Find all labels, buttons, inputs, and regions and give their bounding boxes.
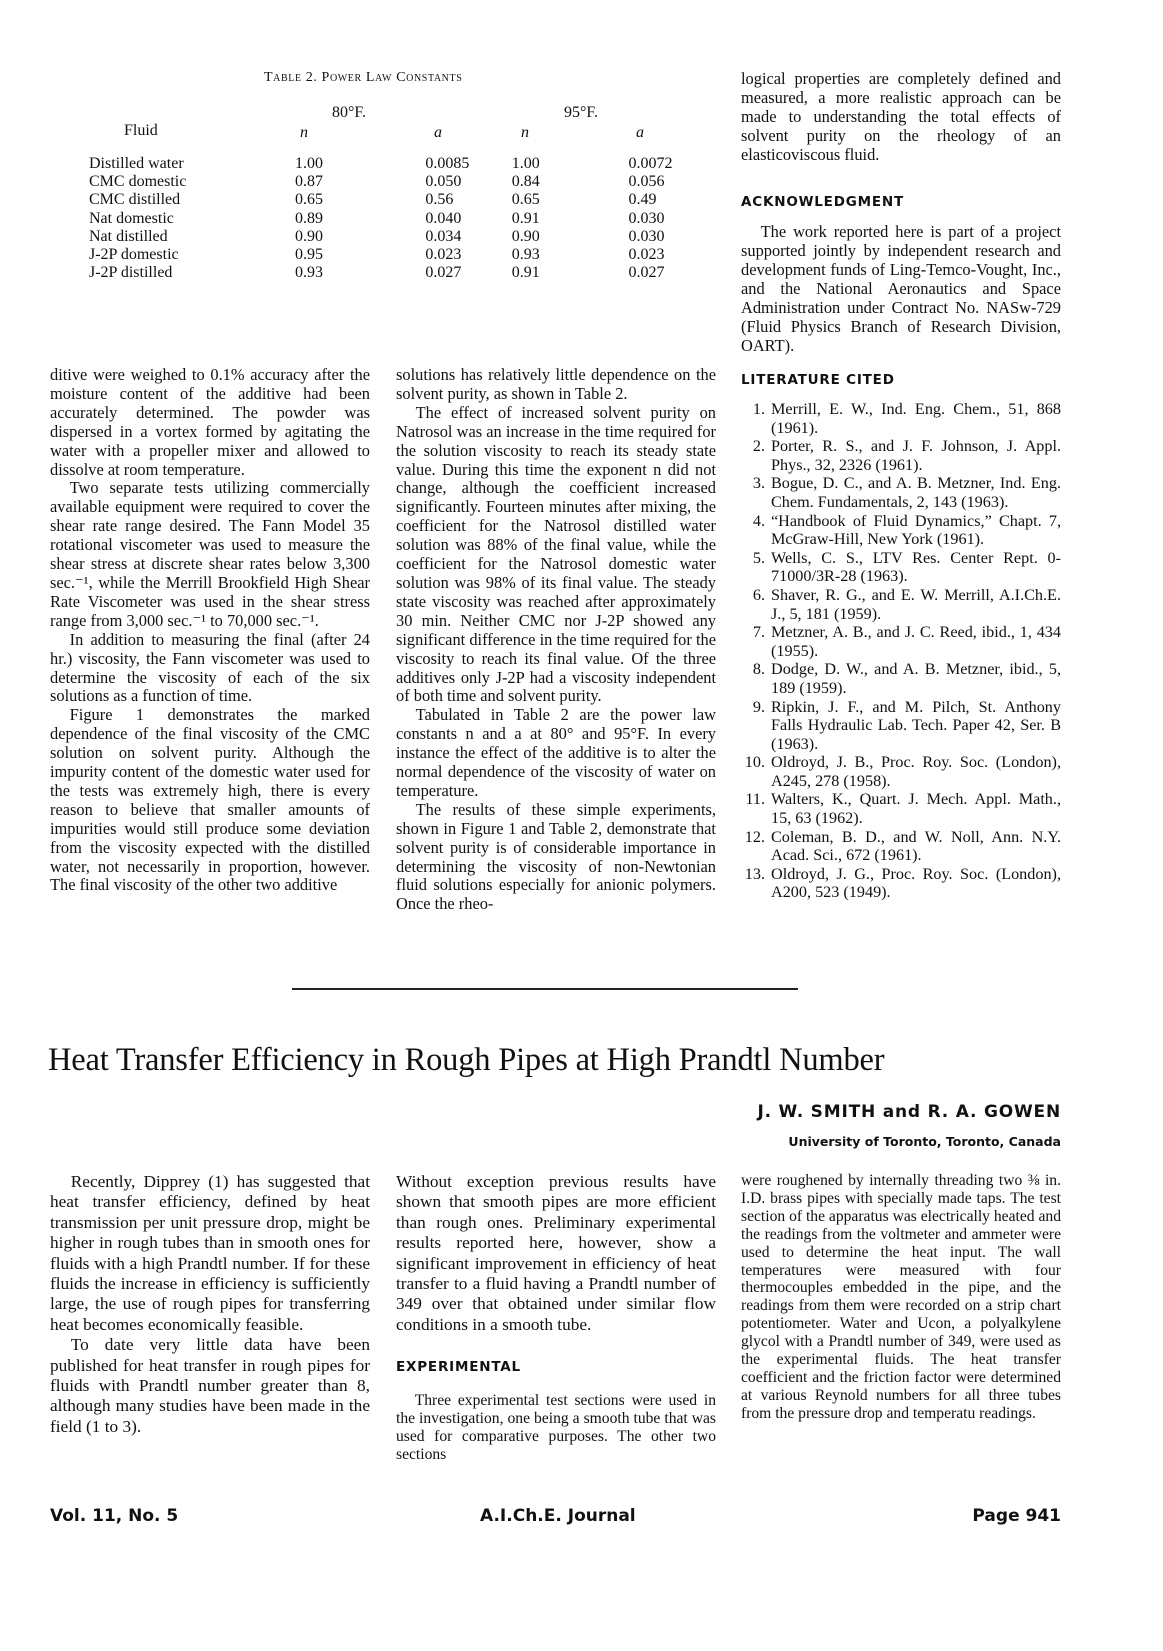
table-cell-n95: 0.91 xyxy=(511,264,540,282)
reference-text: Oldroyd, J. G., Proc. Roy. Soc. (London), A200, 523 (1949). xyxy=(771,864,1061,902)
group-header-80f: 80°F. xyxy=(332,104,367,121)
reference-list xyxy=(741,400,1061,902)
section-divider xyxy=(292,988,798,990)
reference-item xyxy=(741,790,1061,827)
table-row xyxy=(89,264,688,282)
table-cell-n80: 0.89 xyxy=(295,209,324,227)
reference-item xyxy=(741,660,1061,697)
reference-item xyxy=(741,698,1061,754)
upper-column-2 xyxy=(396,366,716,914)
reference-item xyxy=(741,549,1061,586)
table-cell-n95: 1.00 xyxy=(511,155,540,172)
reference-number: 10. xyxy=(744,753,765,772)
reference-item xyxy=(741,437,1061,474)
experimental-heading: EXPERIMENTAL xyxy=(396,1359,521,1376)
table-cell-a95: 0.0072 xyxy=(628,155,673,172)
acknowledgment-heading: ACKNOWLEDGMENT xyxy=(741,193,904,210)
reference-item xyxy=(741,474,1061,511)
table-cell-a95: 0.49 xyxy=(628,191,657,209)
reference-item xyxy=(741,865,1061,902)
table-cell-n95: 0.90 xyxy=(511,227,540,245)
power-law-table-body xyxy=(89,155,688,282)
paragraph: ditive were weighed to 0.1% accuracy after the moisture content of the additive had been accurately determined. The powder was dispersed in a vortex formed by agitating the water with a propeller mixer and allowed to dissolve at room temperature. xyxy=(50,365,370,479)
reference-number: 7. xyxy=(752,623,765,642)
column-header-n-80: n xyxy=(300,124,308,141)
paragraph: Tabulated in Table 2 are the power law constants n and a at 80° and 95°F. In every instance the effect of the additive is to alter the normal dependence of the viscosity of water on temperature. xyxy=(396,705,716,800)
reference-number: 2. xyxy=(752,437,765,456)
table-cell-a80: 0.050 xyxy=(425,173,462,191)
article-column-3 xyxy=(741,1172,1061,1423)
table-cell-a95: 0.030 xyxy=(628,209,665,227)
reference-text: Merrill, E. W., Ind. Eng. Chem., 51, 868 (1961). xyxy=(771,400,1061,437)
paragraph: The results of these simple experiments, shown in Figure 1 and Table 2, demonstrate that solvent purity is of considerable importance in determining the viscosity of non-Newtonian fluid solutions especially for anionic polymers. Once the rheo- xyxy=(396,799,716,914)
column-header-a-95: a xyxy=(636,124,644,141)
column-header-a-80: a xyxy=(434,124,442,141)
table-cell-n80: 1.00 xyxy=(295,155,324,172)
table-cell-n95: 0.93 xyxy=(511,246,540,264)
table-row xyxy=(89,210,688,228)
table-cell-n95: 0.91 xyxy=(511,209,540,227)
table-cell-a80: 0.040 xyxy=(425,209,462,227)
table-cell-a95: 0.023 xyxy=(628,246,665,264)
reference-item xyxy=(741,623,1061,660)
paragraph: Figure 1 demonstrates the marked dependence of the final viscosity of the CMC solution on solvent purity. Although the impurity content of the domestic water used for the tests was extremely high, there is every reason to believe that smaller amounts of impurities would still produce some deviation from the viscosity expected with the distilled water, not necessarily in proportion, however. The final viscosity of the other two additive xyxy=(50,705,370,895)
paragraph: were roughened by internally threading two ⅜ in. I.D. brass pipes with specially made taps. The test section of the apparatus was electrically heated and the readings from the voltmeter and ammeter were used to determine the heat input. The wall temperatures were measured with four thermocouples embedded in the pipe, and the readings from them were recorded on a strip chart potentiometer. Water and Ucon, a polyalkylene glycol with a Prandtl number of 349, were used as the experimental fluids. The heat transfer coefficient and the friction factor were determined at various Reynold numbers for all three tubes from the pressure drop and temperatu readings. xyxy=(741,1172,1061,1422)
literature-heading: LITERATURE CITED xyxy=(741,372,895,388)
reference-text: Dodge, D. W., and A. B. Metzner, ibid., 5, 189 (1959). xyxy=(771,660,1061,697)
table-cell-a95: 0.027 xyxy=(628,264,665,282)
reference-number: 4. xyxy=(752,511,765,530)
reference-item xyxy=(741,400,1061,437)
table-cell-a95: 0.030 xyxy=(628,227,665,245)
table-row xyxy=(89,191,688,209)
table-cell-n80: 0.93 xyxy=(295,264,324,282)
reference-number: 1. xyxy=(752,400,765,418)
footer-volume: Vol. 11, No. 5 xyxy=(50,1506,179,1526)
table-cell-n80: 0.65 xyxy=(295,191,324,209)
footer-page: Page 941 xyxy=(972,1506,1061,1526)
reference-item xyxy=(741,828,1061,865)
table-cell-fluid: Distilled water xyxy=(89,155,184,172)
reference-number: 13. xyxy=(744,864,765,883)
reference-text: Bogue, D. C., and A. B. Metzner, Ind. Eng. Chem. Fundamentals, 2, 143 (1963). xyxy=(771,474,1061,511)
column-header-n-95: n xyxy=(521,124,529,141)
article-title: Heat Transfer Efficiency in Rough Pipes at High Prandtl Number xyxy=(48,1042,885,1078)
table-cell-a95: 0.056 xyxy=(628,173,665,191)
reference-text: Oldroyd, J. B., Proc. Roy. Soc. (London), A245, 278 (1958). xyxy=(771,753,1061,790)
reference-number: 12. xyxy=(744,827,765,846)
table-cell-n80: 0.87 xyxy=(295,173,324,191)
reference-text: Porter, R. S., and J. F. Johnson, J. Appl. Phys., 32, 2326 (1961). xyxy=(771,437,1061,474)
table-row xyxy=(89,173,688,191)
table-row xyxy=(89,155,688,173)
reference-text: Coleman, B. D., and W. Noll, Ann. N.Y. Acad. Sci., 672 (1961). xyxy=(771,827,1061,865)
footer-journal: A.I.Ch.E. Journal xyxy=(480,1506,636,1526)
table-cell-n95: 0.84 xyxy=(511,173,540,191)
acknowledgment-text: The work reported here is part of a project supported jointly by independent research and development funds of Ling-Temco-Vought, Inc., and the National Aeronautics and Space Administration under Contract No. NASw-729 (Fluid Physics Branch of Research Division, OART). xyxy=(741,222,1061,355)
reference-text: Walters, K., Quart. J. Mech. Appl. Math., 15, 63 (1962). xyxy=(771,790,1061,828)
table-cell-fluid: J-2P domestic xyxy=(89,246,179,264)
reference-number: 5. xyxy=(752,548,765,567)
reference-text: Ripkin, J. F., and M. Pilch, St. Anthony Falls Hydraulic Lab. Tech. Paper 42, Ser. B (1963). xyxy=(771,697,1061,753)
upper-column-1 xyxy=(50,366,370,895)
reference-number: 9. xyxy=(752,697,765,716)
table-cell-fluid: Nat distilled xyxy=(89,227,168,245)
paragraph: To date very little data have been published for heat transfer in rough pipes for fluids with Prandtl number greater than 8, although many studies have been made in the field (1 to 3). xyxy=(50,1335,370,1436)
column-header-fluid: Fluid xyxy=(124,122,158,139)
reference-number: 3. xyxy=(752,474,765,493)
table-cell-n80: 0.90 xyxy=(295,227,324,245)
table-cell-a80: 0.0085 xyxy=(425,155,470,172)
paragraph: Without exception previous results have shown that smooth pipes are more efficient than rough ones. Preliminary experimental results reported here, however, show a significant improvement in efficiency of heat transfer to a fluid having a Prandtl number of 349 over that obtained under similar flow conditions in a smooth tube. xyxy=(396,1172,716,1334)
table-cell-a80: 0.034 xyxy=(425,227,462,245)
paragraph: Two separate tests utilizing commercially available equipment were required to cover the shear rate range desired. The Fann Model 35 rotational viscometer was used to measure the shear stress at discrete shear rates below 3,300 sec.⁻¹, while the Merrill Brookfield High Shear Rate Viscometer was used in the shear stress range from 3,000 sec.⁻¹ to 70,000 sec.⁻¹. xyxy=(50,478,370,630)
table-cell-n95: 0.65 xyxy=(511,191,540,209)
table-title: Table 2. Power Law Constants xyxy=(264,70,463,85)
reference-number: 6. xyxy=(752,585,765,604)
table-row xyxy=(89,228,688,246)
paragraph: The effect of increased solvent purity on Natrosol was an increase in the time required for the solution viscosity to reach its steady state value. During this time the exponent n did not change, although the coefficient increased significantly. Fourteen minutes after mixing, the coefficient for the Natrosol distilled water solution was 88% of the final value, while the coefficient for the Natrosol domestic water solution was 98% of its final value. The steady state viscosity was reached after approximately 30 min. Neither CMC nor J-2P showed any significant difference in the time required for the viscosity to reach its final value. Of the three additives only J-2P had a viscosity independent of both time and solvent purity. xyxy=(396,402,716,706)
right-column-upper xyxy=(741,70,1061,356)
paragraph: Recently, Dipprey (1) has suggested that heat transfer efficiency, defined by heat transmission per unit pressure drop, might be higher in rough tubes than in smooth ones for fluids with a high Prandtl number. If for these fluids the increase in efficiency is sufficiently large, the use of rough pipes for transferring heat becomes economically feasible. xyxy=(50,1172,370,1334)
paragraph: Three experimental test sections were used in the investigation, one being a smooth tube that was used for comparative purposes. The other two sections xyxy=(396,1391,716,1464)
article-column-2 xyxy=(396,1172,716,1464)
table-row xyxy=(89,246,688,264)
table-cell-n80: 0.95 xyxy=(295,246,324,264)
table-cell-a80: 0.027 xyxy=(425,264,462,282)
group-header-95f: 95°F. xyxy=(564,104,599,121)
table-cell-fluid: CMC domestic xyxy=(89,173,187,191)
reference-item xyxy=(741,753,1061,790)
reference-text: Metzner, A. B., and J. C. Reed, ibid., 1, 434 (1955). xyxy=(771,623,1061,660)
paragraph: In addition to measuring the final (after 24 hr.) viscosity, the Fann viscometer was used to determine the viscosity of each of the six solutions as a function of time. xyxy=(50,629,370,706)
reference-text: “Handbook of Fluid Dynamics,” Chapt. 7, McGraw-Hill, New York (1961). xyxy=(771,511,1061,549)
article-column-1 xyxy=(50,1172,370,1437)
reference-item xyxy=(741,512,1061,549)
reference-number: 11. xyxy=(745,790,765,809)
article-affiliation: University of Toronto, Toronto, Canada xyxy=(788,1134,1061,1149)
reference-number: 8. xyxy=(752,660,765,679)
table-cell-fluid: Nat domestic xyxy=(89,209,174,227)
table-cell-fluid: J-2P distilled xyxy=(89,264,173,282)
reference-text: Shaver, R. G., and E. W. Merrill, A.I.Ch.E. J., 5, 181 (1959). xyxy=(771,585,1061,623)
reference-text: Wells, C. S., LTV Res. Center Rept. 0-71000/3R-28 (1963). xyxy=(771,548,1061,586)
reference-item xyxy=(741,586,1061,623)
paragraph: solutions has relatively little dependence on the solvent purity, as shown in Table 2. xyxy=(396,365,716,403)
table-cell-fluid: CMC distilled xyxy=(89,191,181,209)
table-cell-a80: 0.56 xyxy=(425,191,454,209)
literature-cited xyxy=(741,372,1061,902)
article-authors: J. W. SMITH and R. A. GOWEN xyxy=(757,1102,1061,1122)
paragraph: logical properties are completely defined and measured, a more realistic approach can be made to understanding the total effects of solvent purity on the rheology of an elasticoviscous fluid. xyxy=(741,69,1061,164)
table-cell-a80: 0.023 xyxy=(425,246,462,264)
